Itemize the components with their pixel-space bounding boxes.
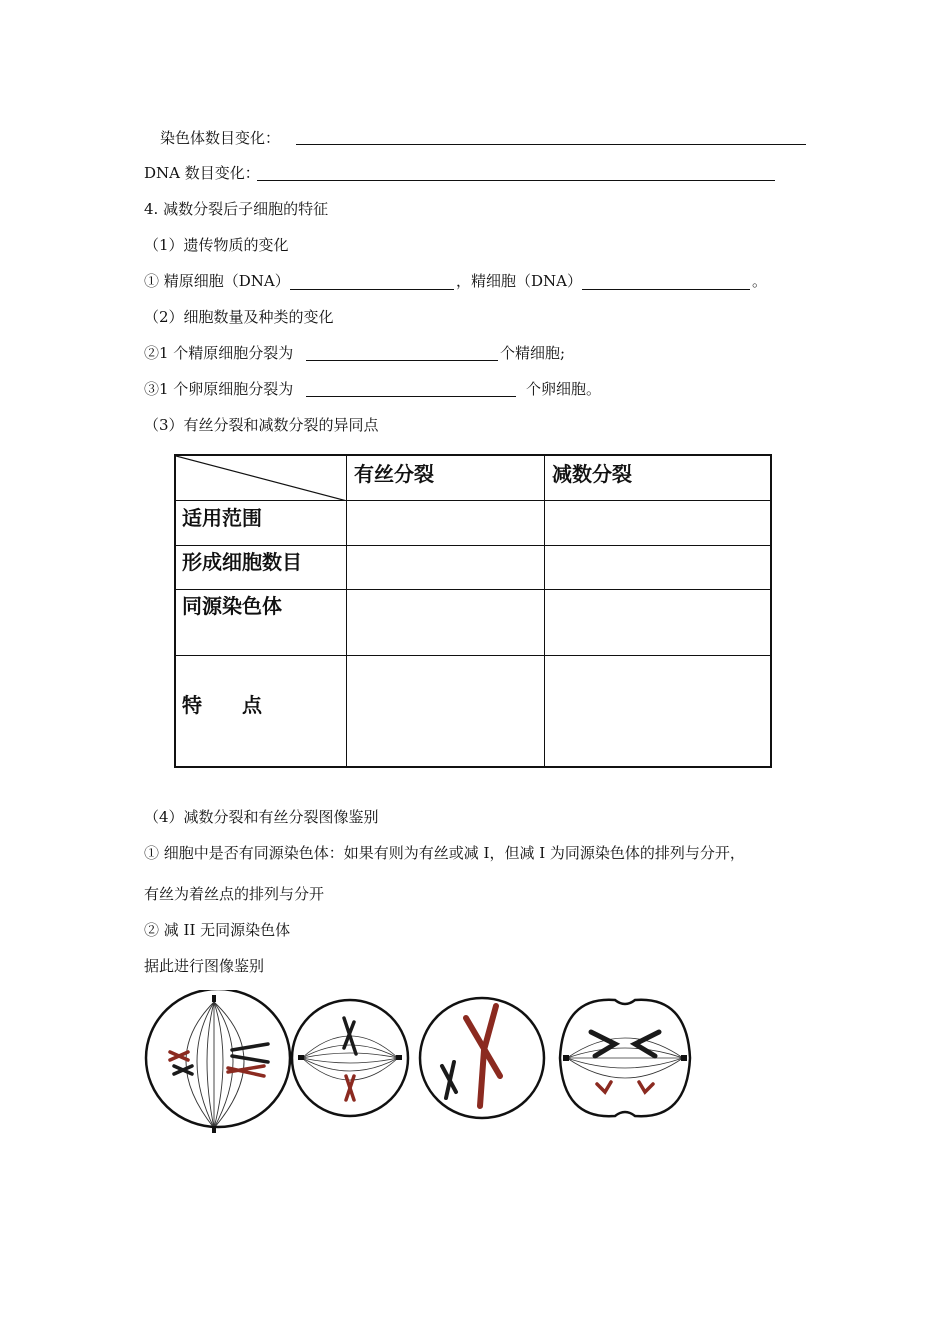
chromosome-number-blank[interactable]	[296, 144, 806, 145]
identification-rule-1-cont: 有丝为着丝点的排列与分开	[144, 885, 325, 903]
sentence-end: 。	[752, 272, 768, 290]
spermatogonium-division-label: ②1 个精原细胞分裂为	[144, 344, 294, 362]
cell-figure-4	[560, 1000, 690, 1116]
header-mitosis: 有丝分裂	[354, 462, 434, 486]
sperm-count-suffix: 个精细胞;	[500, 344, 566, 362]
row-label-scope: 适用范围	[182, 506, 262, 530]
oogonium-division-label: ③1 个卵原细胞分裂为	[144, 380, 294, 398]
cell-figure-2	[292, 1000, 408, 1116]
subsection-2-heading: （2）细胞数量及种类的变化	[144, 308, 334, 326]
sperm-dna-blank[interactable]	[582, 289, 750, 290]
cell-meiosis-scope[interactable]	[546, 502, 770, 544]
row-label-features: 特 点	[182, 693, 262, 717]
dna-number-blank[interactable]	[257, 180, 775, 181]
cell-mitosis-homologous[interactable]	[348, 591, 542, 654]
spermatogonium-dna-label: ① 精原细胞（DNA）	[144, 272, 290, 290]
oogonium-division-blank[interactable]	[306, 396, 516, 397]
row-label-homologous: 同源染色体	[182, 594, 282, 618]
sperm-dna-label: ，精细胞（DNA）	[456, 272, 582, 290]
cell-meiosis-count[interactable]	[546, 547, 770, 588]
comparison-table	[174, 454, 772, 768]
subsection-1-heading: （1）遗传物质的变化	[144, 236, 289, 254]
spermatogonium-division-blank[interactable]	[306, 360, 498, 361]
cell-mitosis-features[interactable]	[348, 657, 542, 765]
identification-rule-2: ② 减 II 无同源染色体	[144, 921, 291, 939]
subsection-4-heading: （4）减数分裂和有丝分裂图像鉴别	[144, 808, 379, 826]
spermatogonium-dna-blank[interactable]	[290, 289, 454, 290]
subsection-3-heading: （3）有丝分裂和减数分裂的异同点	[144, 416, 379, 434]
identification-rule-1: ① 细胞中是否有同源染色体：如果有则为有丝或减 I，但减 I 为同源染色体的排列与分开，	[144, 844, 745, 862]
dna-number-label: DNA 数目变化：	[144, 164, 260, 182]
cell-mitosis-scope[interactable]	[348, 502, 542, 544]
cell-meiosis-homologous[interactable]	[546, 591, 770, 654]
egg-count-suffix: 个卵细胞。	[526, 380, 602, 398]
row-label-cell-count: 形成细胞数目	[182, 550, 302, 574]
cell-meiosis-features[interactable]	[546, 657, 770, 765]
cell-figure-3	[420, 998, 544, 1118]
identification-instruction: 据此进行图像鉴别	[144, 957, 265, 975]
cell-figure-1	[146, 990, 290, 1133]
chromosome-number-label: 染色体数目变化：	[160, 129, 281, 147]
header-diagonal	[176, 456, 347, 501]
cell-mitosis-count[interactable]	[348, 547, 542, 588]
cell-division-figures	[140, 990, 710, 1140]
section-4-heading: 4. 减数分裂后子细胞的特征	[144, 200, 329, 218]
header-meiosis: 减数分裂	[552, 462, 632, 486]
